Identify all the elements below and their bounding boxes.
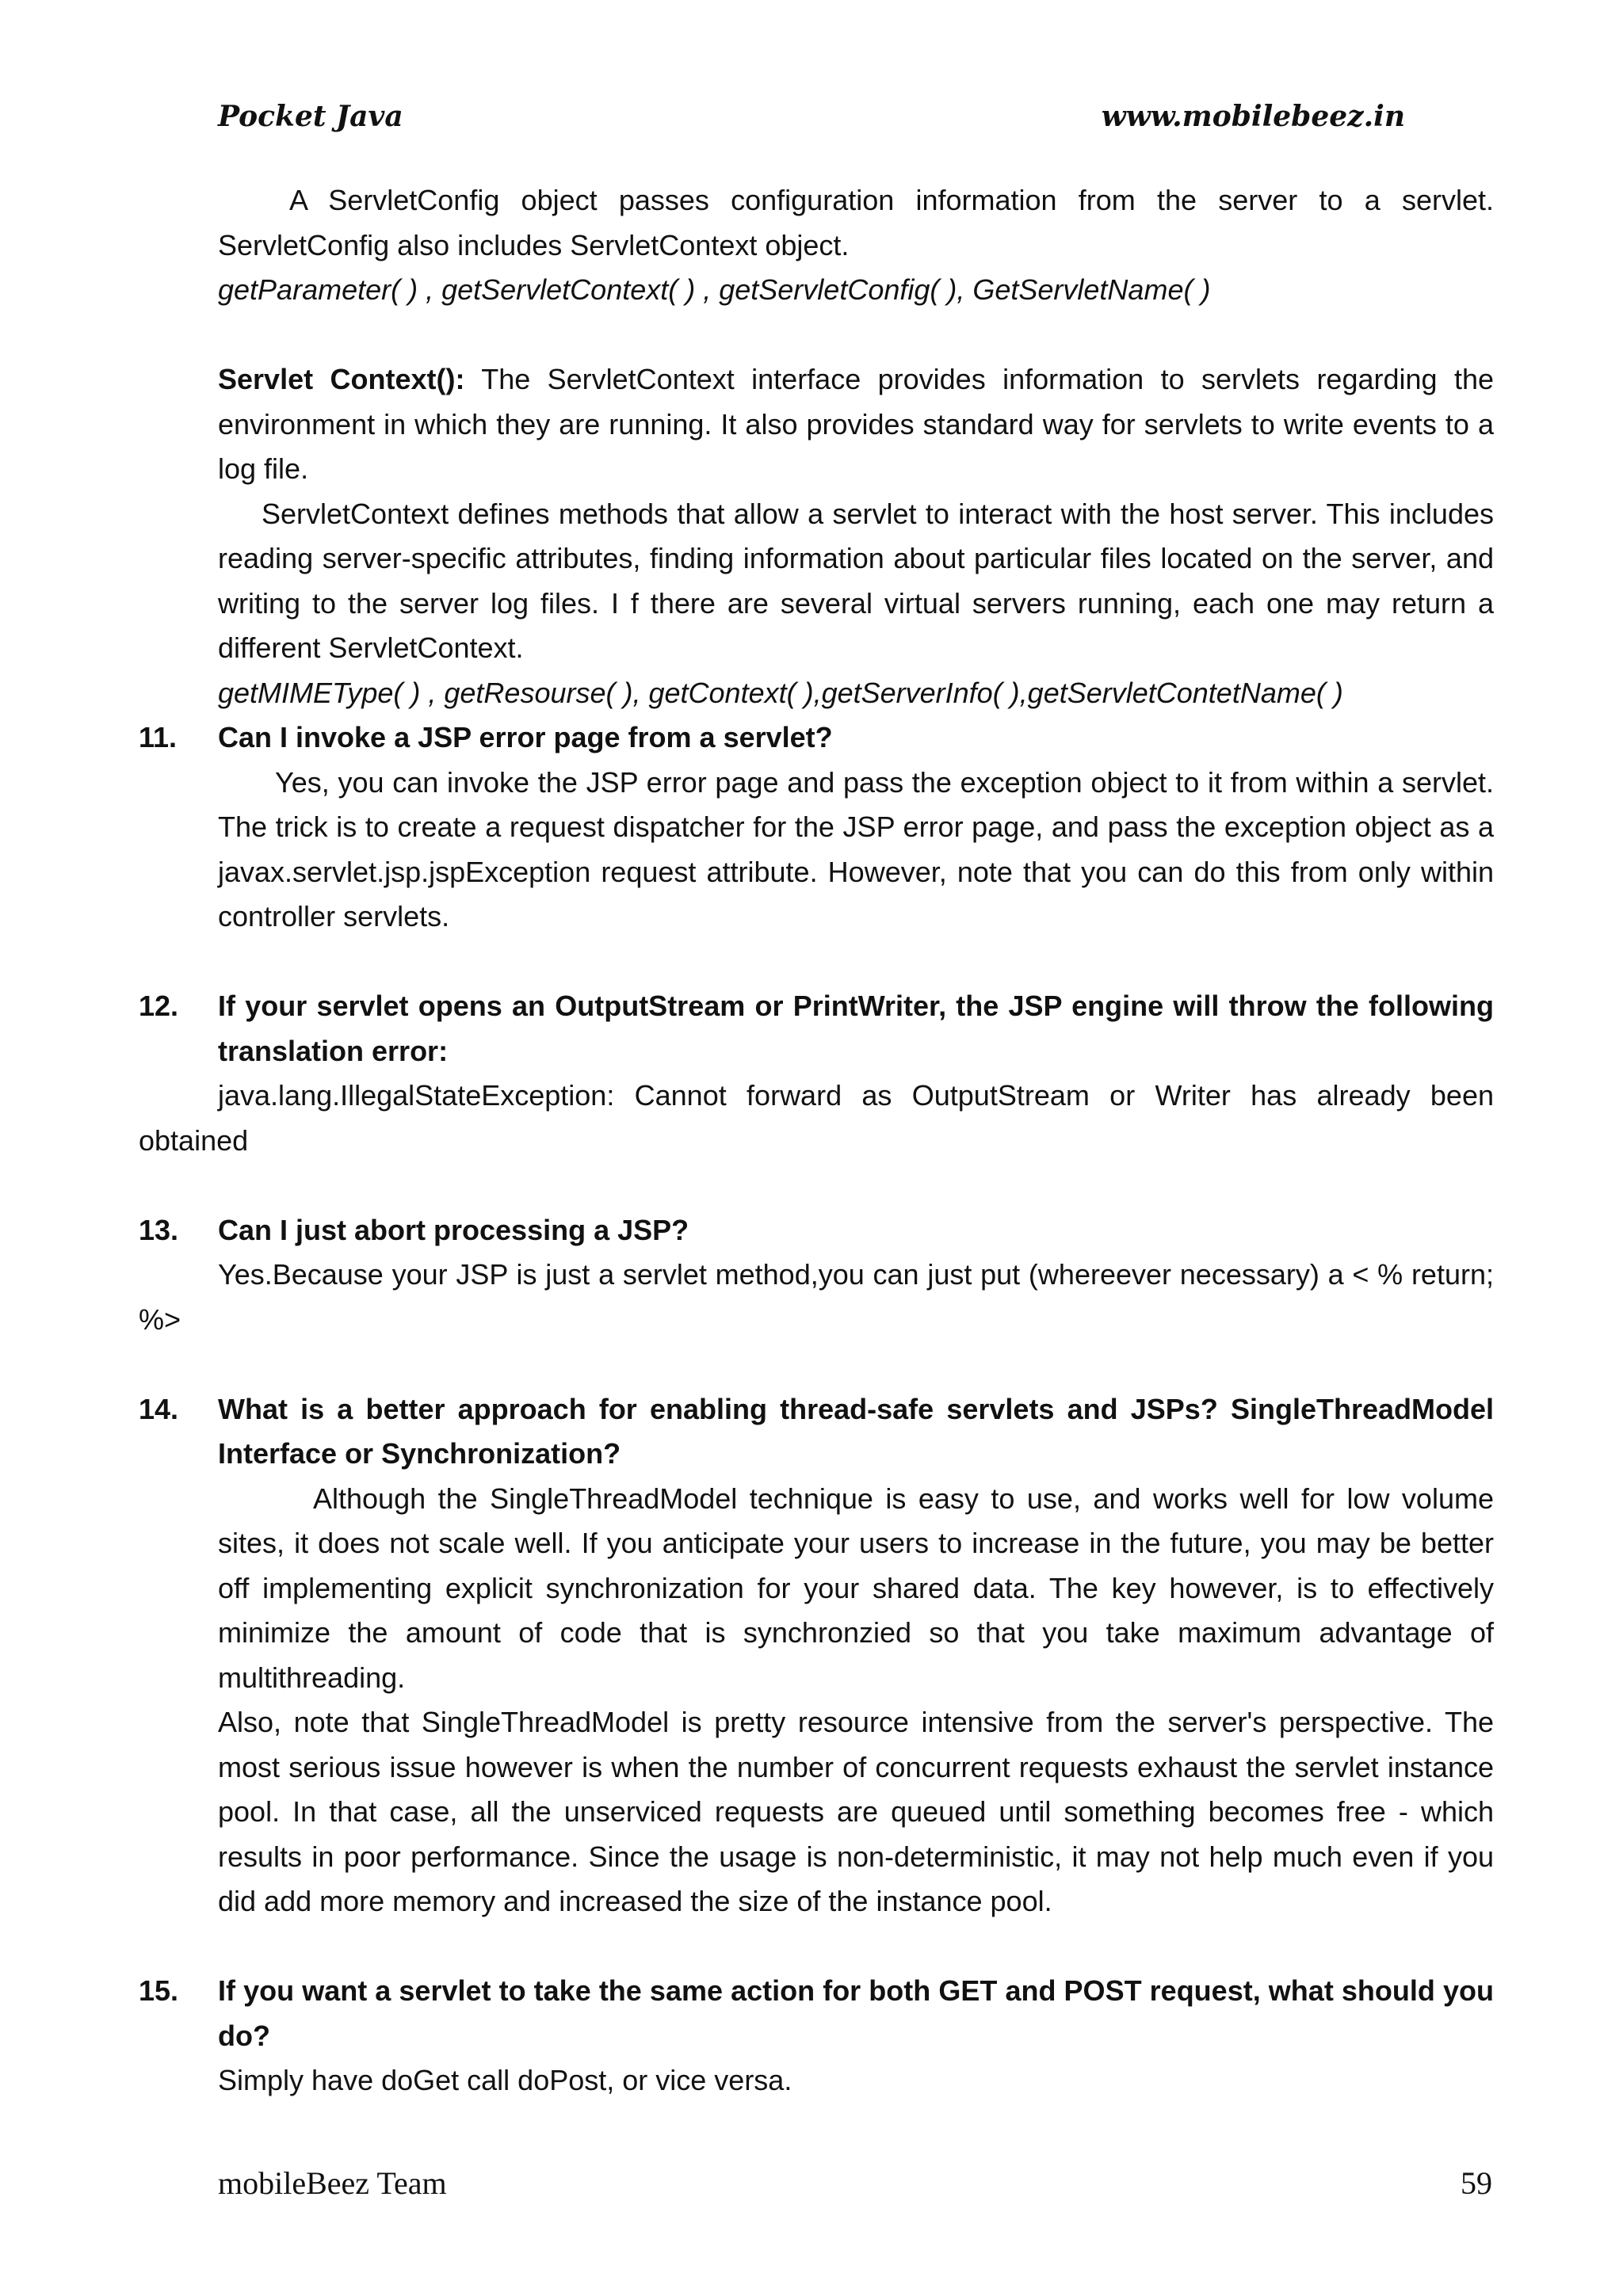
question-title: Can I invoke a JSP error page from a servlet? [218, 721, 833, 753]
answer-14-continued: Also, note that SingleThreadModel is pretty resource intensive from the server's perspective. The most serious issue however is when the number of concurrent requests exhaust the servlet instance pool. In that case, all the unserviced requests are queued until something becomes free - which results in poor performance. Since the usage is non-deterministic, it may not help much even if you did add more memory and increased the size of the instance pool. [218, 1706, 1494, 1917]
servletconfig-paragraph: A ServletConfig object passes configuration information from the server to a servlet. ServletConfig also includes ServletContext object. [218, 184, 1494, 261]
page-number: 59 [1461, 2165, 1492, 2201]
servletconfig-methods: getParameter( ) , getServletContext( ) , getServletConfig( ), GetServletName( ) [218, 273, 1211, 306]
question-13 [139, 1208, 1494, 1253]
answer-12: java.lang.IllegalStateException: Cannot forward as OutputStream or Writer has already been obtained [139, 1079, 1494, 1157]
question-number: 12. [139, 990, 179, 1022]
answer-15: Simply have doGet call doPost, or vice versa. [218, 2064, 792, 2096]
servletcontext-label: Servlet Context(): [218, 363, 465, 395]
question-number: 14. [139, 1392, 179, 1425]
answer-11: Yes, you can invoke the JSP error page and pass the exception object to it from within a servlet. The trick is to create a request dispatcher for the JSP error page, and pass the exception object as a javax.servlet.jsp.jspException request attribute. However, note that you can do this from only within controller servlets. [218, 765, 1494, 933]
question-12 [139, 984, 1494, 1074]
page-header [218, 100, 1405, 147]
question-15 [139, 1969, 1494, 2058]
question-11 [139, 715, 1494, 761]
question-number: 15. [139, 1974, 179, 2007]
servletcontext-description: The ServletContext interface provides information to servlets regarding the environment in which they are running. It also provides standard way for servlets to write events to a log file. [218, 363, 1494, 485]
answer-13: Yes.Because your JSP is just a servlet method,you can just put (whereever necessary) a < % return; %> [139, 1258, 1494, 1336]
question-title: Can I just abort processing a JSP? [218, 1213, 689, 1246]
spacer [139, 313, 1494, 358]
question-title: If your servlet opens an OutputStream or PrintWriter, the JSP engine will throw the following translation error: [218, 990, 1494, 1067]
question-number: 13. [139, 1213, 179, 1246]
footer-author: mobileBeez Team [218, 2165, 447, 2201]
question-14 [139, 1387, 1494, 1477]
servletcontext-methods: getMIMEType( ) , getResourse( ), getContext( ),getServerInfo( ),getServletContetName( ) [218, 676, 1343, 709]
question-number: 11. [139, 721, 178, 753]
spacer [139, 1163, 1494, 1208]
servletcontext-paragraph [218, 357, 1494, 492]
answer-14: Although the SingleThreadModel technique is easy to use, and works well for low volume sites, it does not scale well. If you anticipate your users to increase in the future, you may be better off implementing explicit synchronization for your shared data. The key however, is to effectively minimize the amount of code that is synchronzied so that you take maximum advantage of multithreading. [218, 1482, 1494, 1694]
spacer [139, 1342, 1494, 1387]
servletcontext-paragraph-2: ServletContext defines methods that allow a servlet to interact with the host server. This includes reading server-specific attributes, finding information about particular files located on the server, and writing to the server log files. I f there are several virtual servers running, each one may return a different ServletContext. [218, 497, 1494, 664]
header-website: www.mobilebeez.in [1101, 100, 1405, 133]
page-footer [218, 2164, 1492, 2212]
question-title: If you want a servlet to take the same action for both GET and POST request, what should you do? [218, 1974, 1494, 2052]
spacer [139, 1924, 1494, 1970]
spacer [139, 940, 1494, 985]
header-book-title: Pocket Java [218, 100, 403, 133]
page-content [139, 178, 1494, 2103]
question-title: What is a better approach for enabling thread-safe servlets and JSPs? SingleThreadModel Interface or Synchronization? [218, 1392, 1494, 1470]
